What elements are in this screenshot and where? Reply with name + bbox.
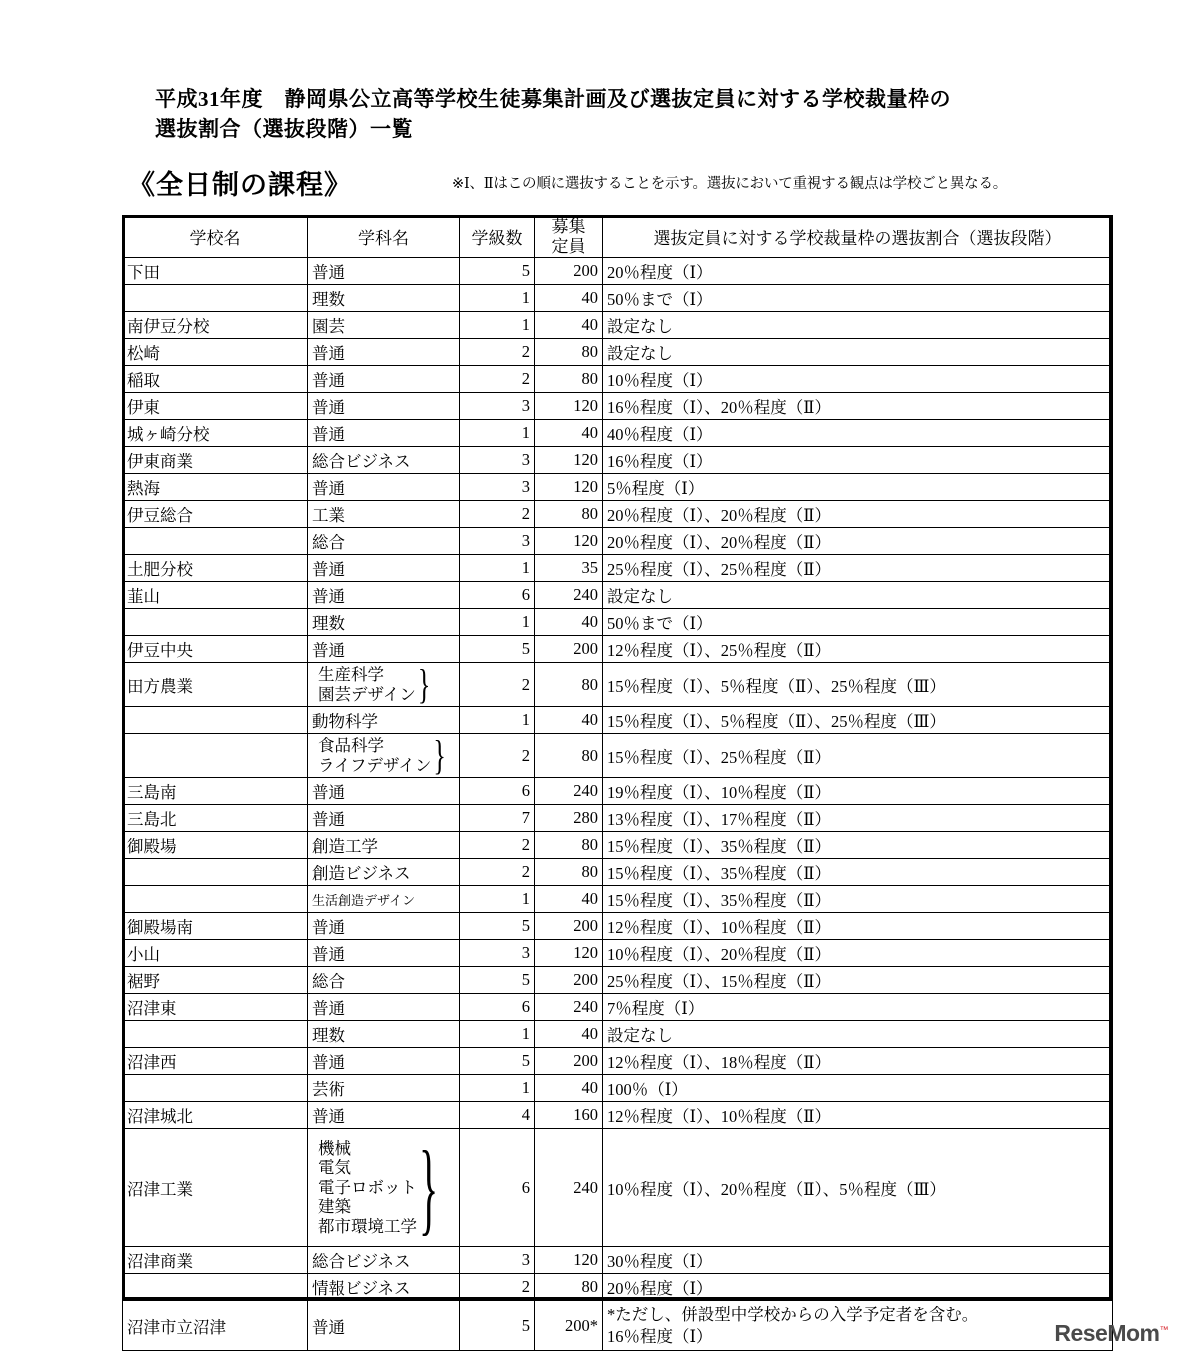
- cell-ratio: 15％程度（Ⅰ）、35％程度（Ⅱ）: [603, 859, 1113, 886]
- cell-quota: 240: [535, 994, 603, 1021]
- cell-quota: 160: [535, 1102, 603, 1129]
- cell-school: 沼津東: [123, 994, 308, 1021]
- department-sub-item: 園芸デザイン: [318, 684, 416, 704]
- logo-mark: ™: [1159, 1324, 1168, 1335]
- cell-ratio: 15％程度（Ⅰ）、5％程度（Ⅱ）、25％程度（Ⅲ）: [603, 707, 1113, 734]
- cell-quota: 120: [535, 474, 603, 501]
- department-sub-item: 機械: [318, 1138, 351, 1158]
- cell-classes: 3: [460, 393, 535, 420]
- table-row: [123, 940, 1113, 967]
- department-sub-item: 電気: [318, 1158, 351, 1178]
- ratio-line: 16％程度（Ⅰ）: [607, 1326, 713, 1346]
- cell-ratio: [603, 1301, 1113, 1351]
- resemom-logo: [1054, 1320, 1168, 1347]
- cell-school: 沼津商業: [123, 1247, 308, 1274]
- cell-classes: 5: [460, 967, 535, 994]
- ratio-line: *ただし、併設型中学校からの入学予定者を含む。: [607, 1305, 979, 1325]
- cell-quota: 40: [535, 285, 603, 312]
- cell-ratio: 15％程度（Ⅰ）、25％程度（Ⅱ）: [603, 734, 1113, 778]
- cell-school: 南伊豆分校: [123, 312, 308, 339]
- cell-school: [123, 886, 308, 913]
- cell-classes: 1: [460, 886, 535, 913]
- cell-school: [123, 609, 308, 636]
- cell-quota: 40: [535, 420, 603, 447]
- cell-classes: 5: [460, 636, 535, 663]
- cell-department: 総合: [308, 967, 460, 994]
- cell-quota: 200*: [535, 1301, 603, 1351]
- cell-classes: 2: [460, 859, 535, 886]
- cell-ratio: 10％程度（Ⅰ）、20％程度（Ⅱ）: [603, 940, 1113, 967]
- cell-school: 田方農業: [123, 663, 308, 707]
- cell-department: 普通: [308, 555, 460, 582]
- cell-ratio: 12％程度（Ⅰ）、25％程度（Ⅱ）: [603, 636, 1113, 663]
- department-sub-item: 生産科学: [318, 665, 384, 685]
- cell-school: 小山: [123, 940, 308, 967]
- cell-ratio: 30％程度（Ⅰ）: [603, 1247, 1113, 1274]
- selection-note: ※Ⅰ、Ⅱはこの順に選抜することを示す。選抜において重視する観点は学校ごと異なる。: [452, 176, 1008, 192]
- cell-department: 普通: [308, 1301, 460, 1351]
- cell-department: 普通: [308, 636, 460, 663]
- brace-icon: }: [419, 1127, 439, 1245]
- cell-classes: 4: [460, 1102, 535, 1129]
- cell-quota: 200: [535, 967, 603, 994]
- header-row: [123, 216, 1113, 258]
- cell-ratio: 100％（Ⅰ）: [603, 1075, 1113, 1102]
- table-row: [123, 609, 1113, 636]
- table-row: [123, 1274, 1113, 1301]
- cell-school: 韮山: [123, 582, 308, 609]
- cell-ratio: 40％程度（Ⅰ）: [603, 420, 1113, 447]
- cell-school: 三島北: [123, 805, 308, 832]
- cell-department: 普通: [308, 1102, 460, 1129]
- cell-classes: 1: [460, 609, 535, 636]
- cell-classes: 2: [460, 501, 535, 528]
- cell-classes: 2: [460, 366, 535, 393]
- cell-classes: 6: [460, 778, 535, 805]
- cell-school: 松崎: [123, 339, 308, 366]
- cell-classes: 5: [460, 258, 535, 285]
- cell-quota: 120: [535, 528, 603, 555]
- cell-department: 普通: [308, 940, 460, 967]
- cell-department: 普通: [308, 1048, 460, 1075]
- cell-school: 沼津西: [123, 1048, 308, 1075]
- cell-school: [123, 707, 308, 734]
- cell-ratio: 7％程度（Ⅰ）: [603, 994, 1113, 1021]
- cell-ratio: 25％程度（Ⅰ）、25％程度（Ⅱ）: [603, 555, 1113, 582]
- cell-department: 園芸: [308, 312, 460, 339]
- brace-icon: }: [417, 660, 431, 707]
- section-heading: 《全日制の課程》: [128, 170, 352, 200]
- table-row: [123, 1247, 1113, 1274]
- department-sub-item: ライフデザイン: [318, 755, 432, 775]
- cell-ratio: 15％程度（Ⅰ）、5％程度（Ⅱ）、25％程度（Ⅲ）: [603, 663, 1113, 707]
- cell-department: 理数: [308, 1021, 460, 1048]
- table-row: [123, 994, 1113, 1021]
- cell-department: 理数: [308, 609, 460, 636]
- cell-classes: 3: [460, 528, 535, 555]
- cell-ratio: 20％程度（Ⅰ）、20％程度（Ⅱ）: [603, 528, 1113, 555]
- cell-school: 御殿場南: [123, 913, 308, 940]
- cell-classes: 2: [460, 832, 535, 859]
- cell-classes: 7: [460, 805, 535, 832]
- brace-icon: }: [433, 731, 446, 778]
- cell-department: 普通: [308, 805, 460, 832]
- cell-ratio: 15％程度（Ⅰ）、35％程度（Ⅱ）: [603, 886, 1113, 913]
- cell-classes: 3: [460, 1247, 535, 1274]
- cell-ratio: 12％程度（Ⅰ）、10％程度（Ⅱ）: [603, 913, 1113, 940]
- title-line-2: 選抜割合（選抜段階）一覧: [155, 117, 413, 142]
- cell-department: 理数: [308, 285, 460, 312]
- cell-ratio: 15％程度（Ⅰ）、35％程度（Ⅱ）: [603, 832, 1113, 859]
- cell-department: 情報ビジネス: [308, 1274, 460, 1301]
- cell-ratio: 25％程度（Ⅰ）、15％程度（Ⅱ）: [603, 967, 1113, 994]
- cell-school: [123, 285, 308, 312]
- table-row: [123, 636, 1113, 663]
- header-quota-line2: 定員: [551, 236, 586, 256]
- cell-school: [123, 1075, 308, 1102]
- cell-school: 伊東商業: [123, 447, 308, 474]
- cell-classes: 2: [460, 734, 535, 778]
- cell-department: 工業: [308, 501, 460, 528]
- table-row: [123, 707, 1113, 734]
- table-row: [123, 967, 1113, 994]
- cell-department: 普通: [308, 913, 460, 940]
- table-row: [123, 339, 1113, 366]
- cell-quota: 240: [535, 778, 603, 805]
- cell-ratio: 設定なし: [603, 582, 1113, 609]
- cell-classes: 6: [460, 582, 535, 609]
- table-row: [123, 285, 1113, 312]
- cell-quota: 80: [535, 663, 603, 707]
- cell-quota: 120: [535, 1247, 603, 1274]
- cell-ratio: 50％まで（Ⅰ）: [603, 609, 1113, 636]
- cell-school: 伊東: [123, 393, 308, 420]
- table-row: [123, 582, 1113, 609]
- cell-classes: 5: [460, 913, 535, 940]
- cell-department: 動物科学: [308, 707, 460, 734]
- cell-school: 稲取: [123, 366, 308, 393]
- table-row: [123, 663, 1113, 707]
- cell-quota: 40: [535, 1021, 603, 1048]
- table-row: [123, 366, 1113, 393]
- cell-department: 普通: [308, 258, 460, 285]
- cell-department: [308, 731, 460, 778]
- table-row: [123, 778, 1113, 805]
- table-row: [123, 859, 1113, 886]
- table-row: [123, 1102, 1113, 1129]
- cell-department: 総合ビジネス: [308, 1247, 460, 1274]
- cell-school: 下田: [123, 258, 308, 285]
- cell-classes: 2: [460, 1274, 535, 1301]
- header-ratio: 選抜定員に対する学校裁量枠の選抜割合（選抜段階）: [603, 216, 1113, 258]
- header-classes: 学級数: [460, 216, 535, 258]
- table-row: [123, 832, 1113, 859]
- cell-ratio: 5％程度（Ⅰ）: [603, 474, 1113, 501]
- cell-classes: 6: [460, 994, 535, 1021]
- cell-ratio: 12％程度（Ⅰ）、18％程度（Ⅱ）: [603, 1048, 1113, 1075]
- cell-quota: 280: [535, 805, 603, 832]
- cell-ratio: 16％程度（Ⅰ）、20％程度（Ⅱ）: [603, 393, 1113, 420]
- cell-ratio: 20％程度（Ⅰ）: [603, 258, 1113, 285]
- cell-department: 生活創造デザイン: [308, 886, 460, 913]
- cell-quota: 240: [535, 1129, 603, 1247]
- cell-department: [308, 660, 460, 707]
- cell-quota: 80: [535, 859, 603, 886]
- table-row: [123, 474, 1113, 501]
- department-sub-item: 建築: [318, 1197, 351, 1217]
- cell-quota: 120: [535, 447, 603, 474]
- cell-school: 裾野: [123, 967, 308, 994]
- cell-department: 普通: [308, 366, 460, 393]
- cell-department: 創造工学: [308, 832, 460, 859]
- cell-classes: 1: [460, 420, 535, 447]
- cell-ratio: 13％程度（Ⅰ）、17％程度（Ⅱ）: [603, 805, 1113, 832]
- table-row: [123, 555, 1113, 582]
- cell-quota: 200: [535, 913, 603, 940]
- title-line-1: 平成31年度 静岡県公立高等学校生徒募集計画及び選抜定員に対する学校裁量枠の: [155, 87, 951, 111]
- cell-classes: 1: [460, 707, 535, 734]
- cell-school: [123, 734, 308, 778]
- table-row: [123, 1129, 1113, 1247]
- cell-quota: 80: [535, 832, 603, 859]
- cell-school: [123, 859, 308, 886]
- cell-classes: 2: [460, 663, 535, 707]
- cell-department: [308, 1129, 460, 1247]
- cell-quota: 40: [535, 707, 603, 734]
- cell-quota: 40: [535, 1075, 603, 1102]
- cell-classes: 1: [460, 312, 535, 339]
- cell-quota: 40: [535, 609, 603, 636]
- cell-school: [123, 528, 308, 555]
- cell-department: 普通: [308, 393, 460, 420]
- department-sub-item: 都市環境工学: [318, 1216, 417, 1236]
- admissions-table: [122, 215, 1113, 1351]
- cell-quota: 80: [535, 1274, 603, 1301]
- cell-school: 伊豆中央: [123, 636, 308, 663]
- cell-classes: 1: [460, 555, 535, 582]
- cell-classes: 3: [460, 447, 535, 474]
- cell-school: 沼津市立沼津: [123, 1301, 308, 1351]
- table-row: [123, 913, 1113, 940]
- table-row: [123, 420, 1113, 447]
- table-row: [123, 258, 1113, 285]
- cell-classes: 6: [460, 1129, 535, 1247]
- cell-quota: 200: [535, 1048, 603, 1075]
- cell-quota: 240: [535, 582, 603, 609]
- cell-classes: 1: [460, 1021, 535, 1048]
- cell-ratio: 12％程度（Ⅰ）、10％程度（Ⅱ）: [603, 1102, 1113, 1129]
- table-row: [123, 1021, 1113, 1048]
- cell-department: 普通: [308, 474, 460, 501]
- table-row: [123, 312, 1113, 339]
- cell-ratio: 20％程度（Ⅰ）、20％程度（Ⅱ）: [603, 501, 1113, 528]
- cell-ratio: 50％まで（Ⅰ）: [603, 285, 1113, 312]
- cell-quota: 200: [535, 258, 603, 285]
- cell-classes: 3: [460, 474, 535, 501]
- table-row: [123, 805, 1113, 832]
- table-row: [123, 393, 1113, 420]
- cell-department: 普通: [308, 994, 460, 1021]
- cell-school: 御殿場: [123, 832, 308, 859]
- cell-quota: 120: [535, 393, 603, 420]
- cell-department: 総合ビジネス: [308, 447, 460, 474]
- department-sub-item: 食品科学: [318, 736, 384, 756]
- department-sub-item: 電子ロボット: [318, 1177, 417, 1197]
- cell-quota: 80: [535, 501, 603, 528]
- cell-school: [123, 1274, 308, 1301]
- table-header: [123, 216, 1113, 258]
- cell-classes: 5: [460, 1301, 535, 1351]
- cell-school: 三島南: [123, 778, 308, 805]
- cell-department: 普通: [308, 778, 460, 805]
- cell-department: 普通: [308, 339, 460, 366]
- table-row: [123, 886, 1113, 913]
- resemom-logo-text: ReseMom: [1054, 1320, 1160, 1346]
- cell-ratio: 16％程度（Ⅰ）: [603, 447, 1113, 474]
- cell-ratio: 10％程度（Ⅰ）、20％程度（Ⅱ）、5％程度（Ⅲ）: [603, 1129, 1113, 1247]
- cell-school: 沼津工業: [123, 1129, 308, 1247]
- cell-school: 土肥分校: [123, 555, 308, 582]
- table-row: [123, 1301, 1113, 1351]
- cell-classes: 1: [460, 1075, 535, 1102]
- cell-quota: 40: [535, 312, 603, 339]
- cell-department: 普通: [308, 420, 460, 447]
- cell-classes: 2: [460, 339, 535, 366]
- header-quota-line1: 募集: [551, 217, 586, 236]
- table-row: [123, 1075, 1113, 1102]
- table-row: [123, 1048, 1113, 1075]
- cell-quota: 80: [535, 366, 603, 393]
- cell-school: 城ヶ崎分校: [123, 420, 308, 447]
- table-row: [123, 447, 1113, 474]
- document-title: [155, 84, 1055, 145]
- table-body: [123, 258, 1113, 1351]
- cell-classes: 1: [460, 285, 535, 312]
- cell-department: 普通: [308, 582, 460, 609]
- cell-quota: 80: [535, 734, 603, 778]
- cell-ratio: 設定なし: [603, 339, 1113, 366]
- cell-department: 総合: [308, 528, 460, 555]
- header-quota: [535, 216, 603, 258]
- cell-department: 創造ビジネス: [308, 859, 460, 886]
- cell-quota: 35: [535, 555, 603, 582]
- cell-ratio: 20％程度（Ⅰ）: [603, 1274, 1113, 1301]
- header-school: 学校名: [123, 216, 308, 258]
- cell-ratio: 10％程度（Ⅰ）: [603, 366, 1113, 393]
- cell-classes: 3: [460, 940, 535, 967]
- cell-school: 熱海: [123, 474, 308, 501]
- cell-quota: 80: [535, 339, 603, 366]
- table-row: [123, 734, 1113, 778]
- cell-quota: 120: [535, 940, 603, 967]
- cell-classes: 5: [460, 1048, 535, 1075]
- cell-ratio: 設定なし: [603, 1021, 1113, 1048]
- cell-quota: 200: [535, 636, 603, 663]
- table-row: [123, 528, 1113, 555]
- table-row: [123, 501, 1113, 528]
- cell-ratio: 19％程度（Ⅰ）、10％程度（Ⅱ）: [603, 778, 1113, 805]
- cell-ratio: 設定なし: [603, 312, 1113, 339]
- cell-quota: 40: [535, 886, 603, 913]
- cell-school: 伊豆総合: [123, 501, 308, 528]
- cell-school: [123, 1021, 308, 1048]
- cell-school: 沼津城北: [123, 1102, 308, 1129]
- cell-department: 芸術: [308, 1075, 460, 1102]
- header-department: 学科名: [308, 216, 460, 258]
